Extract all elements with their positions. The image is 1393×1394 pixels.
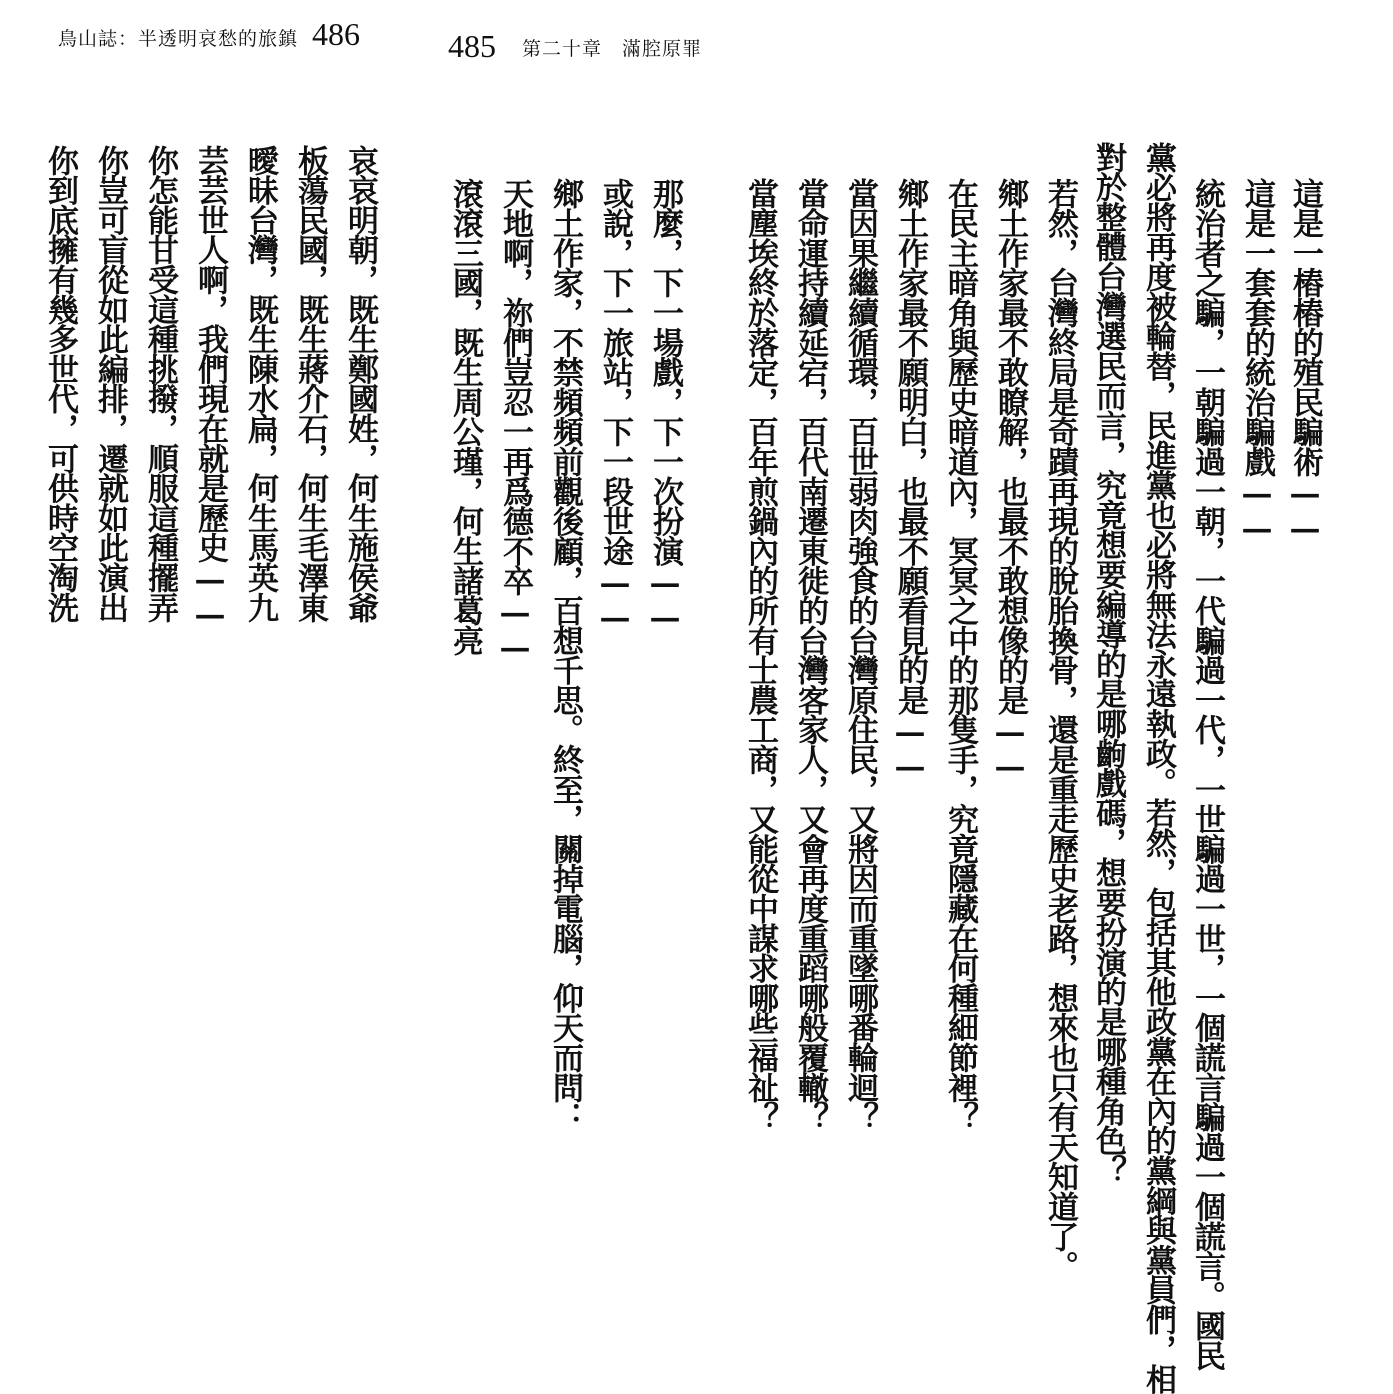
text-line: 統治者之騙，一朝騙過一朝，一代騙過一代，一世騙過一世，一個謊言騙過一個謊言。國民 <box>1189 178 1225 1371</box>
text-line: 鄉土作家最不願明白，也最不願看見的是—— <box>892 178 928 784</box>
text-line: 芸芸世人啊，我們現在就是歷史—— <box>192 145 228 632</box>
text-line: 對於整體台灣選民而言，究竟想要編導的是哪齣戲碼，想要扮演的是哪種角色？ <box>1090 142 1126 1186</box>
text-line: 曖昧台灣，既生陳水扁，何生馬英九 <box>242 145 278 622</box>
right-running-head: 第二十章 滿腔原罪 <box>522 38 703 60</box>
text-line: 當塵埃終於落定，百年煎鍋內的所有士農工商，又能從中謀求哪些福祉？ <box>742 178 778 1132</box>
text-line: 鄉土作家最不敢瞭解，也最不敢想像的是—— <box>992 178 1028 784</box>
text-line: 你怎能甘受這種挑撥，順服這種擺弄 <box>142 145 178 622</box>
text-line: 板蕩民國，既生蔣介石，何生毛澤東 <box>292 145 328 622</box>
text-line: 鄉土作家，不禁頻頻前觀後顧，百想千思。終至，關掉電腦，仰天而問： <box>547 178 583 1132</box>
text-line: 或說，下一旅站，下一段世途—— <box>597 178 633 636</box>
text-line: 黨必將再度被輪替，民進黨也必將無法永遠執政。若然，包括其他政黨在內的黨綱與黨員們，相 <box>1140 142 1176 1394</box>
text-line: 天地啊，祢們豈忍一再爲德不卒—— <box>497 178 533 665</box>
text-line: 哀哀明朝，既生鄭國姓，何生施侯爺 <box>342 145 378 622</box>
text-line: 滾滾三國，既生周公瑾，何生諸葛亮 <box>447 178 483 655</box>
left-running-head: 鳥山誌：半透明哀愁的旅鎮 <box>58 28 299 50</box>
text-line: 當命運持續延宕，百代南遷東徙的台灣客家人，又會再度重蹈哪般覆轍？ <box>792 178 828 1132</box>
right-page-number: 485 <box>448 28 496 64</box>
text-line: 你豈可盲從如此編排，遷就如此演出 <box>92 145 128 622</box>
text-line: 這是一套套的統治騙戲—— <box>1239 178 1275 546</box>
text-line: 在民主暗角與歷史暗道內，冥冥之中的那隻手，究竟隱藏在何種細節裡？ <box>942 178 978 1132</box>
text-line: 那麼，下一場戲，下一次扮演—— <box>647 178 683 636</box>
text-line: 當因果繼續循環，百世弱肉強食的台灣原住民，又將因而重墜哪番輪迴？ <box>842 178 878 1132</box>
text-line: 你到底擁有幾多世代，可供時空淘洗 <box>42 145 78 622</box>
left-page-number: 486 <box>312 16 360 52</box>
text-line: 這是一樁樁的殖民騙術—— <box>1287 178 1323 546</box>
text-line: 若然，台灣終局是奇蹟再現的脫胎換骨，還是重走歷史老路，想來也只有天知道了。 <box>1042 178 1078 1281</box>
